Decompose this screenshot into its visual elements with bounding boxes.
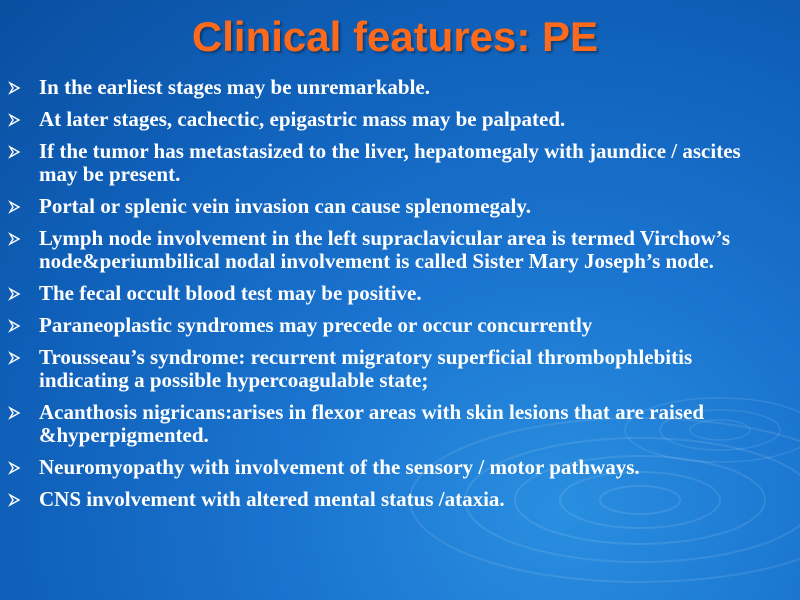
bullet-item <box>8 282 778 305</box>
bullet-text: Portal or splenic vein invasion can cause splenomegaly. <box>39 194 531 218</box>
bullet-item <box>8 227 778 273</box>
bullet-text: Acanthosis nigricans:arises in flexor areas with skin lesions that are raised &hyperpigmented. <box>39 400 705 447</box>
slide-title: Clinical features: PE <box>191 13 599 60</box>
arrow-bullet-icon <box>8 493 22 507</box>
bullet-text: In the earliest stages may be unremarkable. <box>39 75 430 99</box>
arrow-bullet-icon <box>8 81 22 95</box>
bullet-text: The fecal occult blood test may be positive. <box>39 281 422 305</box>
bullet-item <box>8 346 778 392</box>
arrow-bullet-icon <box>8 351 22 365</box>
arrow-bullet-icon <box>8 461 22 475</box>
bullet-text: At later stages, cachectic, epigastric mass may be palpated. <box>39 107 566 131</box>
bullet-text: CNS involvement with altered mental status /ataxia. <box>39 487 505 511</box>
arrow-bullet-icon <box>8 200 22 214</box>
arrow-bullet-icon <box>8 113 22 127</box>
bullet-text: Neuromyopathy with involvement of the sensory / motor pathways. <box>39 455 640 479</box>
arrow-bullet-icon <box>8 287 22 301</box>
arrow-bullet-icon <box>8 232 22 246</box>
bullet-item <box>8 140 778 186</box>
bullet-item <box>8 195 778 218</box>
bullet-item <box>8 401 778 447</box>
arrow-bullet-icon <box>8 406 22 420</box>
bullet-item <box>8 488 778 511</box>
bullet-text: Trousseau’s syndrome: recurrent migratory superficial thrombophlebitis indicating a possible hypercoagulable state; <box>39 345 693 392</box>
bullet-item <box>8 108 778 131</box>
bullet-item <box>8 314 778 337</box>
arrow-bullet-icon <box>8 145 22 159</box>
bullet-text: Lymph node involvement in the left supraclavicular area is termed Virchow’s node&periumbilical nodal involvement is called Sister Mary Joseph’s node. <box>39 226 731 273</box>
bullet-item <box>8 456 778 479</box>
bullet-text: If the tumor has metastasized to the liver, hepatomegaly with jaundice / ascites may be present. <box>39 139 741 186</box>
arrow-bullet-icon <box>8 319 22 333</box>
bullet-text: Paraneoplastic syndromes may precede or occur concurrently <box>39 313 593 337</box>
bullet-list <box>8 76 778 520</box>
bullet-item <box>8 76 778 99</box>
